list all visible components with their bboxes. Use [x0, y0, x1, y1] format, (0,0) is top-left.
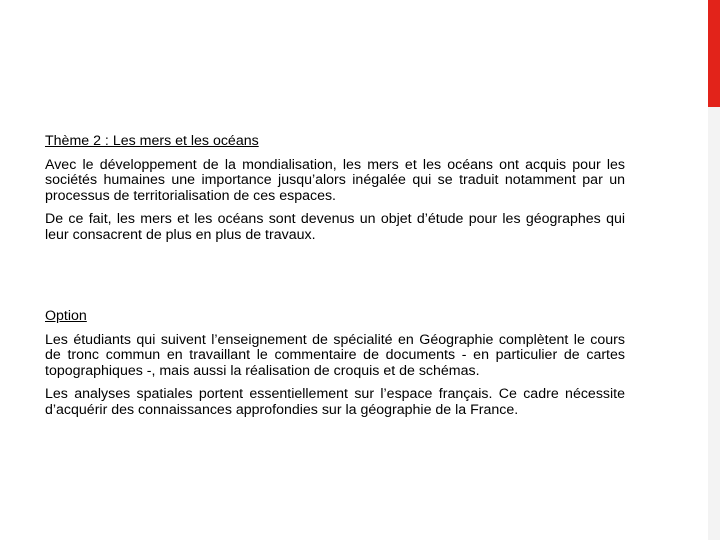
option-title: Option: [45, 308, 87, 324]
accent-bar: [708, 0, 720, 107]
theme-title: Thème 2 : Les mers et les océans: [45, 133, 259, 149]
side-scroll-track: [708, 107, 720, 540]
slide-content: [45, 134, 625, 426]
theme-paragraph-2: De ce fait, les mers et les océans sont devenus un objet d’étude pour les géographes qui leur consacrent de plus en plus de travaux.: [45, 211, 625, 243]
section-spacer: [45, 251, 625, 309]
option-paragraph-2: Les analyses spatiales portent essentiellement sur l’espace français. Ce cadre nécessite d’acquérir des connaissances approfondies sur la géographie de la France.: [45, 386, 625, 418]
option-paragraph-1: Les étudiants qui suivent l’enseignement de spécialité en Géographie complètent le cours de tronc commun en travaillant le commentaire de documents - en particulier de cartes topographiques -, mais aussi la réalisation de croquis et de schémas.: [45, 331, 625, 379]
theme-paragraph-1: Avec le développement de la mondialisation, les mers et les océans ont acquis pour les sociétés humaines une importance jusqu’alors inégalée qui se traduit notamment par un processus de territorialisation de ces espaces.: [45, 156, 625, 204]
